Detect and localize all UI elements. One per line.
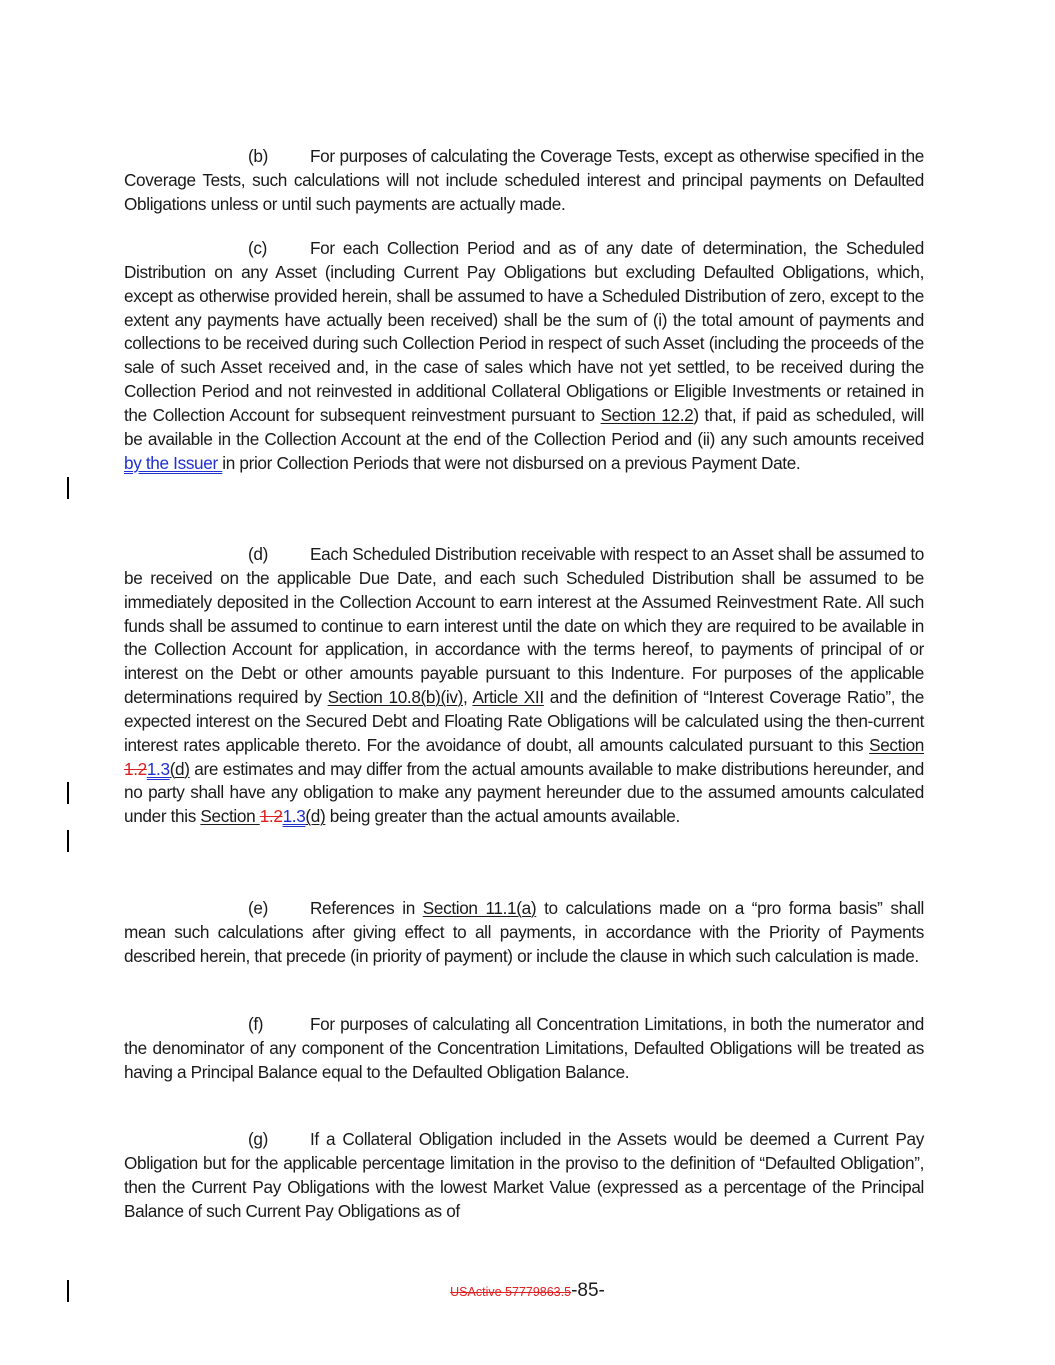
paragraph-label: (c): [248, 238, 267, 258]
section-reference-tracked[interactable]: [200, 806, 325, 826]
tracked-deletion: 1.2: [124, 758, 147, 779]
paragraph-text: For each Collection Period and as of any date of determination, the Scheduled Distribution on any Asset (including Current Pay Obligations but excluding Defaulted Obligations, which, except as otherwise provided herein, shall be assumed to have a Scheduled Distribution of zero, except to the extent any payments have actually been received) shall be the sum of (i) the total amount of payments and collections to be received during such Collection Period in respect of such Asset (including the proceeds of the sale of such Asset received and, in the case of sales which have not yet settled, to be received during the Collection Period and not reinvested in additional Collateral Obligations or Eligible Investments or retained in the Collection Account for subsequent reinvestment pursuant to: [124, 238, 924, 425]
section-reference-suffix: (d): [169, 758, 190, 779]
paragraph-label: (f): [248, 1014, 264, 1034]
page-number: -85-: [571, 1280, 605, 1301]
paragraph-text: in prior Collection Periods that were not disbursed on a previous Payment Date.: [222, 452, 801, 473]
paragraph-text: to calculations made on a “pro forma basis” shall mean such calculations after giving effect to all payments, in accordance with the Priority of Payments described herein, that precede (in priority of payment) or include the clause in which such calculation is made.: [124, 898, 925, 966]
paragraph-text: Each Scheduled Distribution receivable with respect to an Asset shall be assumed to be received on the applicable Due Date, and each such Scheduled Distribution shall be assumed to be immediately deposited in the Collection Account to earn interest at the Assumed Reinvestment Rate. All such funds shall be assumed to continue to earn interest until the date on which they are required to be available in the Collection Account for application, in accordance with the terms hereof, to payments of principal of or interest on the Debt or other amounts payable pursuant to this Indenture. For purposes of the applicable determinations required by: [124, 544, 924, 708]
paragraph-b: [124, 145, 924, 217]
paragraph-g: [124, 1128, 924, 1223]
change-bar: [67, 477, 69, 499]
paragraph-c: [124, 237, 924, 475]
section-reference[interactable]: Section 12.2: [600, 404, 694, 425]
paragraph-text: References in: [310, 898, 423, 918]
paragraph-f: [124, 1013, 924, 1085]
section-reference-suffix: (d): [305, 806, 326, 827]
page-footer: [0, 1280, 1055, 1302]
section-reference-prefix: Section: [869, 734, 924, 755]
tracked-insertion: 1.3: [146, 758, 170, 779]
section-reference-prefix: Section: [200, 806, 260, 827]
section-reference[interactable]: Section 11.1(a): [422, 898, 537, 918]
tracked-insertion: 1.3: [282, 806, 306, 827]
paragraph-text: ,: [462, 687, 473, 708]
change-bar: [67, 782, 69, 804]
paragraph-text: If a Collateral Obligation included in the Assets would be deemed a Current Pay Obligation but for the applicable percentage limitation in the proviso to the definition of “Defaulted Obligation”, then the Current Pay Obligations with the lowest Market Value (expressed as a percentage of the Principal Balance of such Current Pay Obligations as of: [124, 1129, 924, 1221]
paragraph-text: For purposes of calculating all Concentration Limitations, in both the numerator and the denominator of any component of the Concentration Limitations, Defaulted Obligations will be treated as having a Principal Balance equal to the Defaulted Obligation Balance.: [124, 1014, 924, 1082]
paragraph-text: being greater than the actual amounts available.: [325, 806, 680, 827]
tracked-insertion[interactable]: by the Issuer: [124, 452, 223, 473]
tracked-deletion: 1.2: [259, 806, 283, 827]
deleted-document-id: USActive 57779863.5: [450, 1285, 572, 1299]
paragraph-text: For purposes of calculating the Coverage Tests, except as otherwise specified in the Coverage Tests, such calculations will not include scheduled interest and principal payments on Defaulted Obligations unless or until such payments are actually made.: [124, 146, 924, 214]
article-reference[interactable]: Article XII: [472, 687, 544, 708]
paragraph-label: (d): [248, 544, 268, 564]
paragraph-text: and the definition of “Interest Coverage Ratio”, the expected interest on the Secured Debt and Floating Rate Obligations will be calculated using the then-current interest rates applicable thereto. For the avoidance of doubt, all amounts calculated pursuant to this: [124, 687, 924, 755]
paragraph-label: (b): [248, 146, 268, 166]
paragraph-label: (e): [248, 898, 268, 918]
paragraph-text: ) that, if paid as scheduled, will be available in the Collection Account at the end of the Collection Period and (ii) any such amounts received: [124, 404, 925, 449]
paragraph-e: [124, 897, 924, 969]
paragraph-d: [124, 543, 924, 829]
section-reference[interactable]: Section 10.8(b)(iv): [327, 687, 463, 708]
paragraph-text: are estimates and may differ from the actual amounts available to make distributions hereunder, and no party shall have any obligation to make any payment hereunder due to the assumed amounts calculated under this: [124, 758, 924, 827]
paragraph-label: (g): [248, 1129, 268, 1149]
change-bar: [67, 830, 69, 852]
